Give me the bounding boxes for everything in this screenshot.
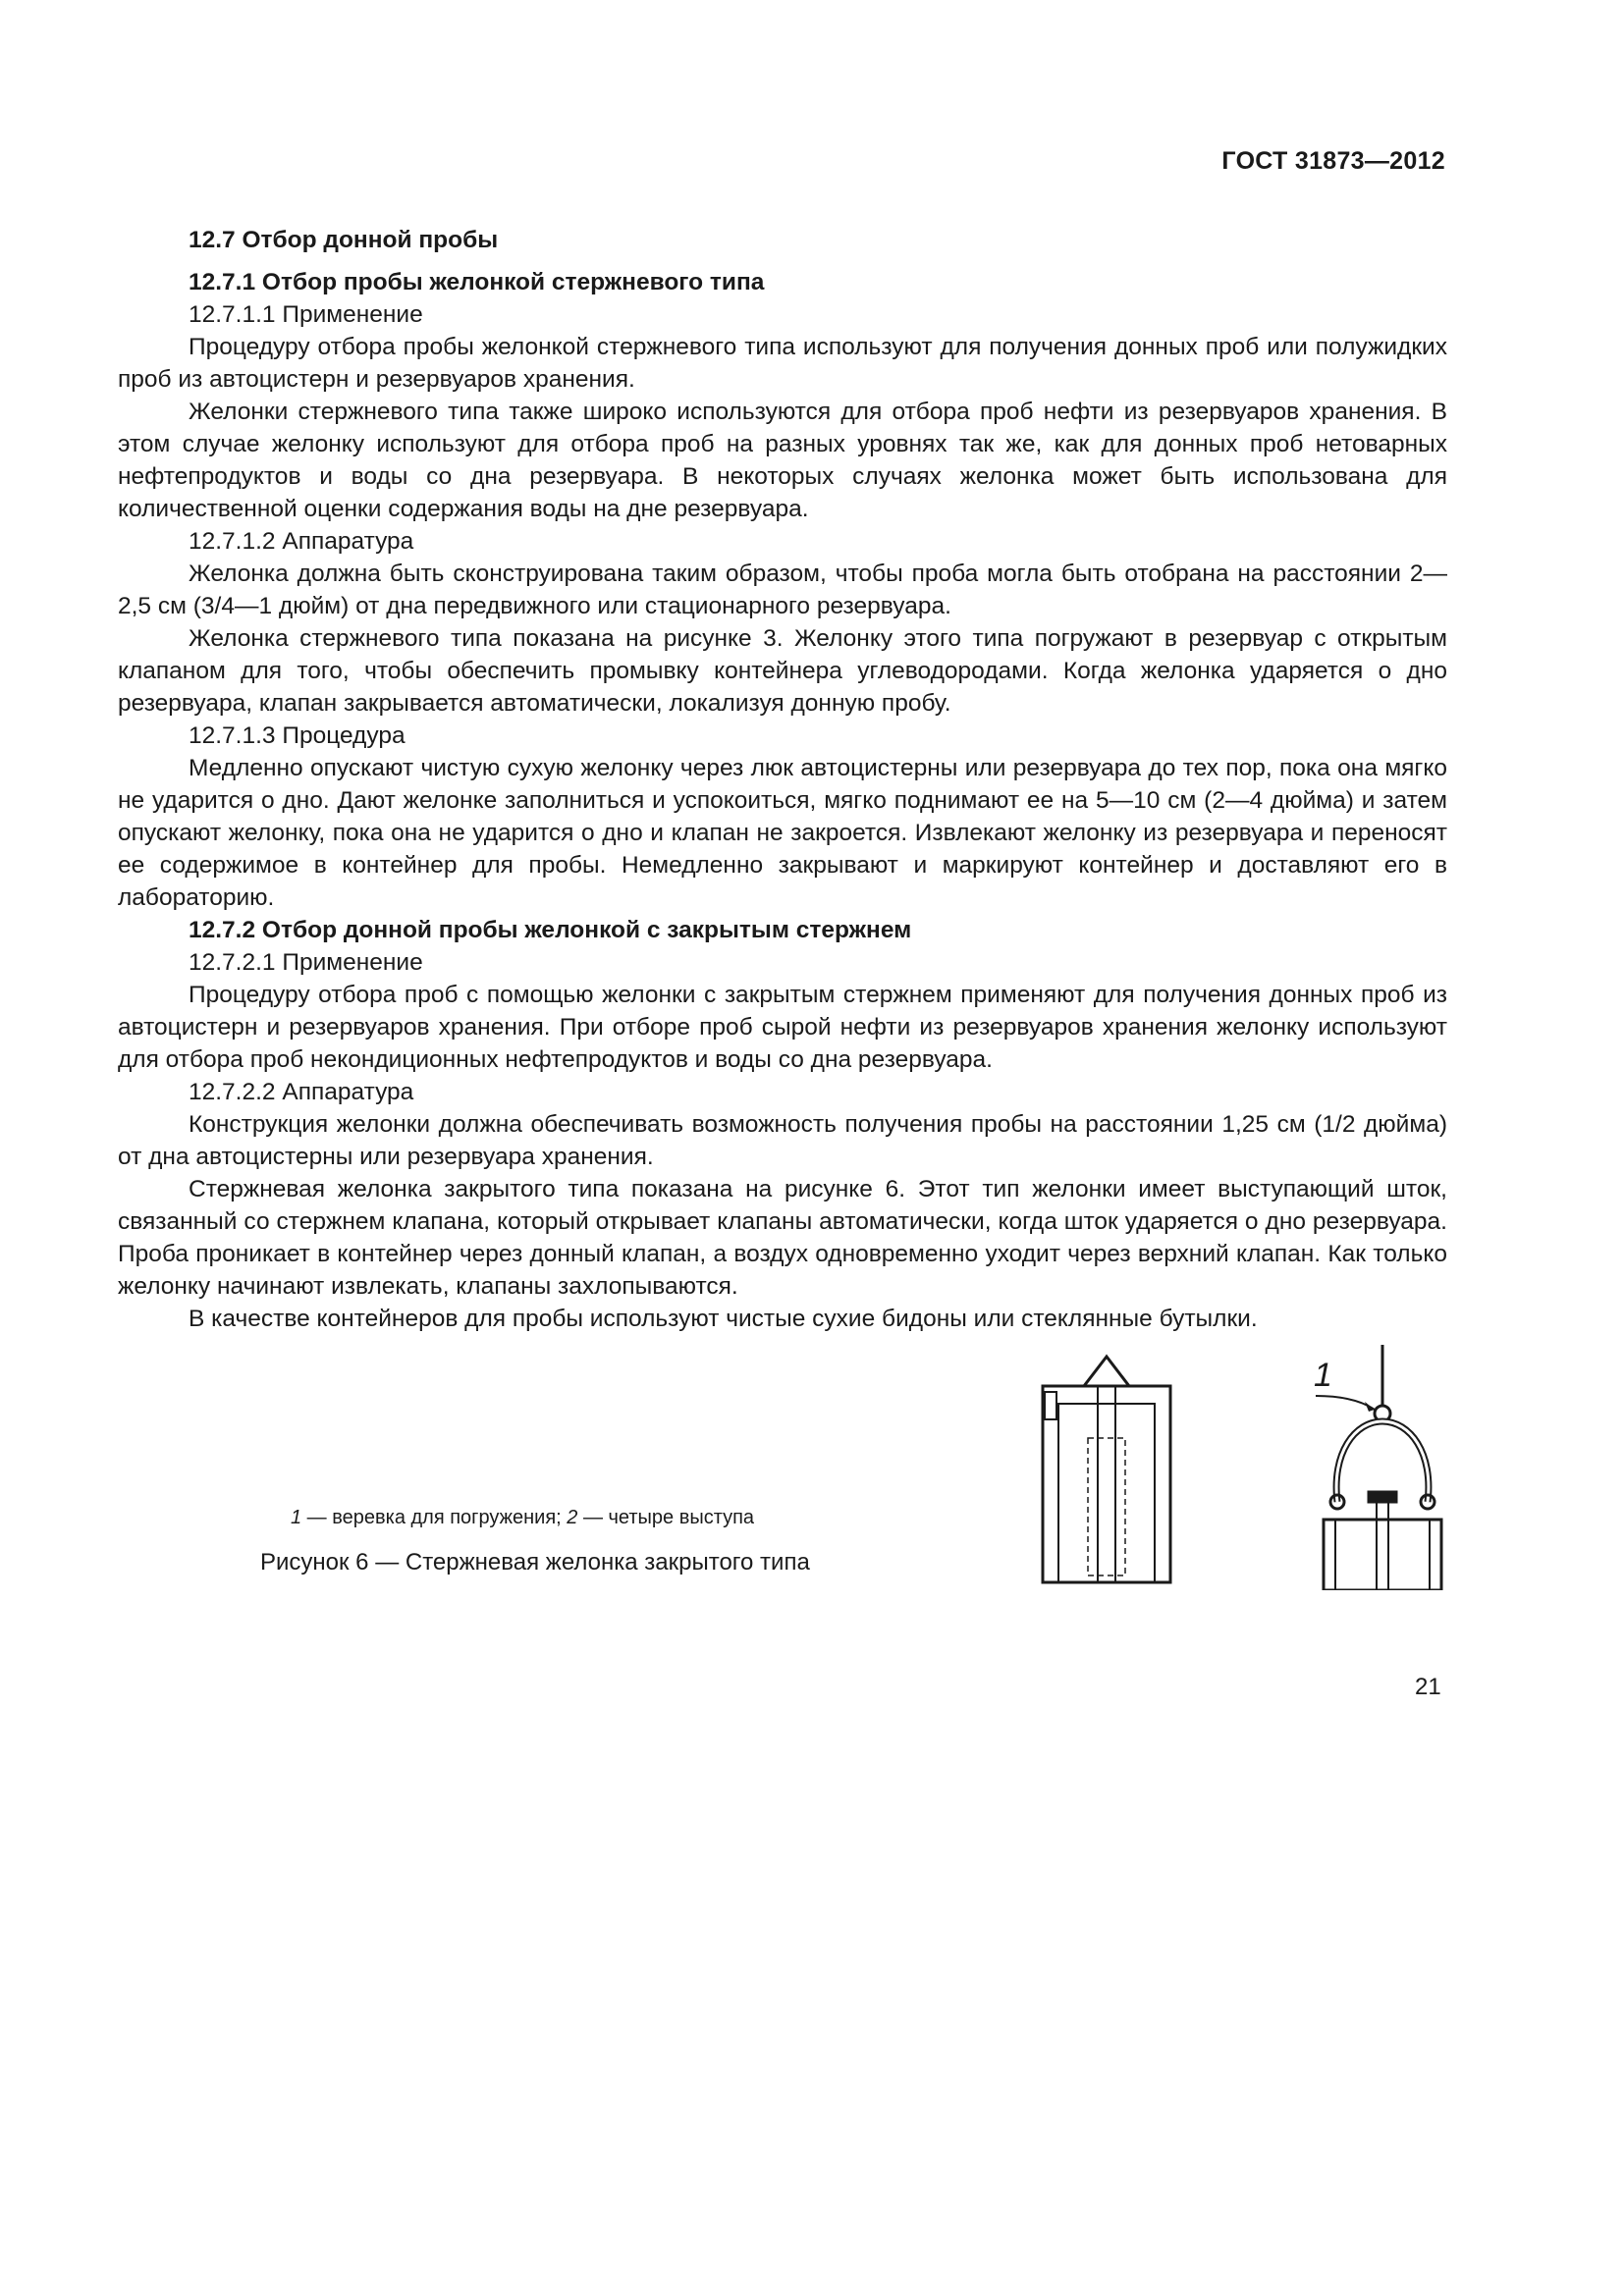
paragraph: Медленно опускают чистую сухую желонку через люк автоцистерны или резервуара до тех пор, пока она мягко не ударится о дно. Дают желонке заполниться и успокоиться, мягко поднимают ее на 5—10 см (2—4 дюйма) и затем опускают желонку, пока она не ударится о дно и клапан не закроется. Извлекают желонку из резервуара и переносят ее содержимое в контейнер для пробы. Немедленно закрывают и маркируют контейнер и доставляют его в лабораторию.	[118, 755, 1447, 911]
bailer-drawing	[982, 1345, 1492, 1590]
figure-label-1: 1	[1314, 1357, 1332, 1394]
subsection-heading-2: 12.7.2 Отбор донной пробы желонкой с закрытым стержнем	[189, 917, 912, 943]
paragraph: Желонка должна быть сконструирована таким образом, чтобы проба могла быть отобрана на расстоянии 2—2,5 см (3/4—1 дюйм) от дна передвижного или стационарного резервуара.	[118, 561, 1447, 619]
legend-number-1: 1	[291, 1507, 302, 1528]
bailer-left-view	[1043, 1357, 1170, 1582]
body-text	[118, 224, 1447, 1335]
paragraph: Конструкция желонки должна обеспечивать возможность получения пробы на расстоянии 1,25 см (1/2 дюйма) от дна автоцистерны или резервуара хранения.	[118, 1111, 1447, 1170]
paragraph: Процедуру отбора проб с помощью желонки с закрытым стержнем применяют для получения донных проб из автоцистерн и резервуаров хранения. При отборе проб сырой нефти из резервуаров хранения желонку используют для отбора проб некондиционных нефтепродуктов и воды со дна резервуара.	[118, 982, 1447, 1073]
legend-number-2: 2	[567, 1507, 578, 1528]
figure-caption: Рисунок 6 — Стержневая желонка закрытого типа	[260, 1549, 810, 1575]
paragraph: Процедуру отбора пробы желонкой стержневого типа используют для получения донных проб или полужидких проб из автоцистерн и резервуаров хранения.	[118, 334, 1447, 393]
paragraph: Стержневая желонка закрытого типа показана на рисунке 6. Этот тип желонки имеет выступающий шток, связанный со стержнем клапана, который открывает клапаны автоматически, когда шток ударяется о дно резервуара. Проба проникает в контейнер через донный клапан, а воздух одновременно уходит через верхний клапан. Как только желонку начинают извлекать, клапаны захлопываются.	[118, 1176, 1447, 1300]
clause-title: 12.7.2.2 Аппаратура	[189, 1079, 414, 1105]
legend-text-2: — четыре выступа	[577, 1507, 755, 1528]
label-1-callout	[1314, 1357, 1375, 1412]
clause-title: 12.7.1.3 Процедура	[189, 722, 406, 749]
clause-title: 12.7.1.2 Аппаратура	[189, 528, 414, 555]
clause-title: 12.7.1.1 Применение	[189, 301, 423, 328]
paragraph: В качестве контейнеров для пробы используют чистые сухие бидоны или стеклянные бутылки.	[189, 1306, 1258, 1332]
clause-title: 12.7.2.1 Применение	[189, 949, 423, 976]
section-heading: 12.7 Отбор донной пробы	[189, 227, 499, 253]
paragraph: Желонка стержневого типа показана на рисунке 3. Желонку этого типа погружают в резервуар с открытым клапаном для того, чтобы обеспечить промывку контейнера углеводородами. Когда желонка ударяется о дно резервуара, клапан закрывается автоматически, локализуя донную пробу.	[118, 625, 1447, 717]
paragraph: Желонки стержневого типа также широко используются для отбора проб нефти из резервуаров хранения. В этом случае желонку используют для отбора проб на разных уровнях так же, как для донных проб нетоварных нефтепродуктов и воды со дна резервуара. В некоторых случаях желонка может быть использована для количественной оценки содержания воды на дне резервуара.	[118, 399, 1447, 522]
page-number: 21	[1415, 1674, 1441, 1700]
figure-legend	[291, 1507, 754, 1529]
standard-code: ГОСТ 31873—2012	[1221, 147, 1445, 175]
legend-text-1: — веревка для погружения;	[301, 1507, 568, 1528]
subsection-heading-1: 12.7.1 Отбор пробы желонкой стержневого типа	[189, 269, 765, 295]
bailer-right-view	[1324, 1345, 1441, 1590]
